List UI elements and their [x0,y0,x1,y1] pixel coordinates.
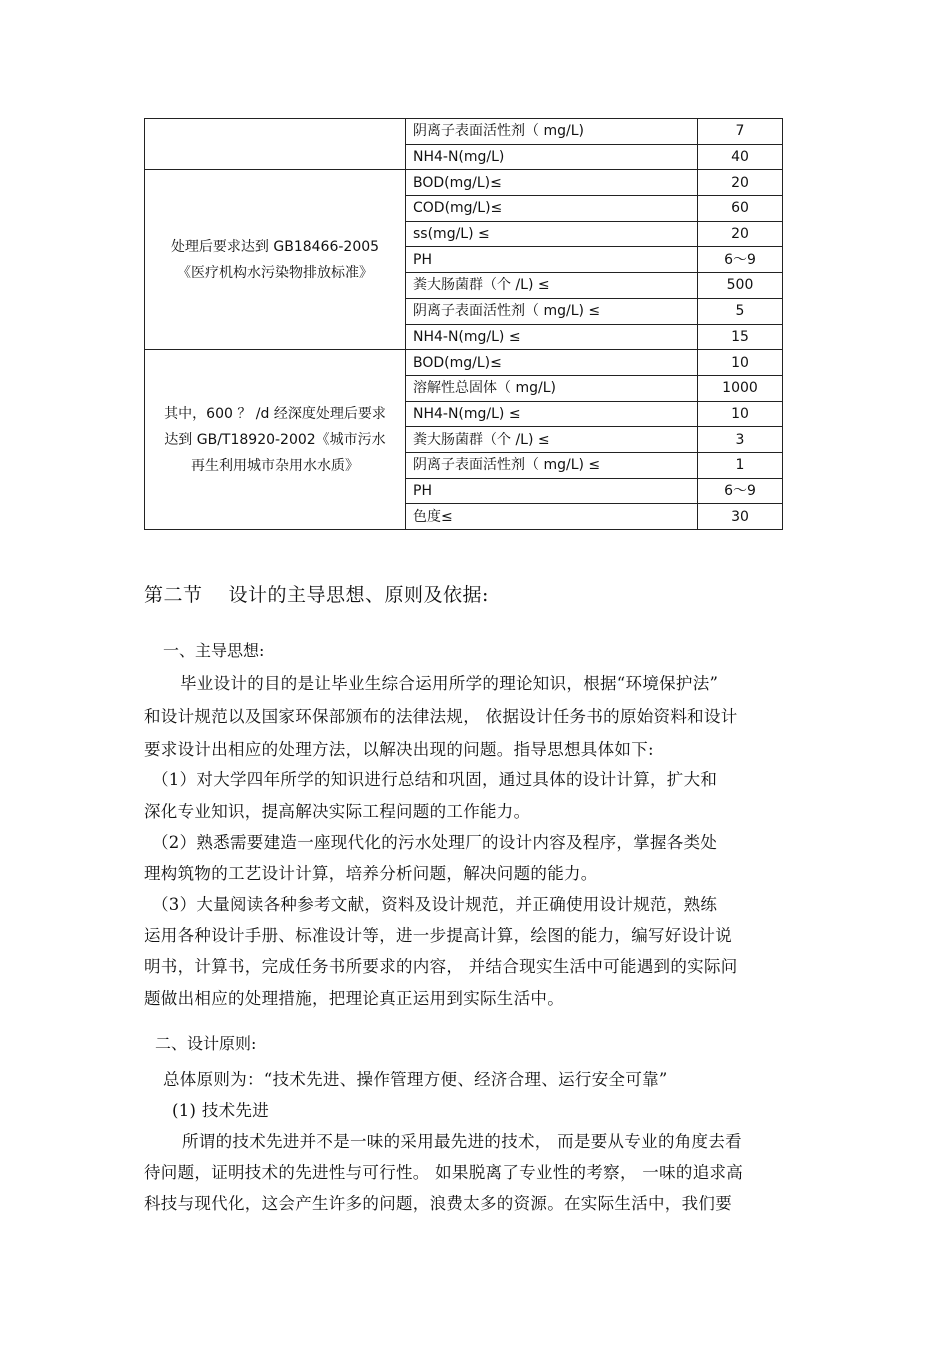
value-cell: 500 [698,273,783,299]
value-cell: 60 [698,196,783,222]
paragraph-line: 明书，计算书，完成任务书所要求的内容， 并结合现实生活中可能遇到的实际问 [144,957,738,976]
category-line: 再生利用城市杂用水水质》 [191,457,359,474]
item-cell: NH4-N(mg/L) [406,144,698,170]
value-cell: 20 [698,221,783,247]
item-cell: 阴离子表面活性剂（ mg/L) ≤ [406,452,698,478]
paragraph-line: 题做出相应的处理措施，把理论真正运用到实际生活中。 [144,989,564,1008]
part2-heading: 二、设计原则: [155,1034,257,1053]
paragraph-line: 和设计规范以及国家环保部颁布的法律法规， 依据设计任务书的原始资料和设计 [144,707,738,726]
part1-heading: 一、主导思想: [163,641,265,660]
value-cell: 1 [698,452,783,478]
paragraph-line: 理构筑物的工艺设计计算，培养分析问题，解决问题的能力。 [144,864,598,883]
category-cell-blank [145,119,406,170]
value-cell: 30 [698,504,783,530]
item-cell: BOD(mg/L)≤ [406,350,698,376]
value-cell: 3 [698,427,783,453]
item-cell: COD(mg/L)≤ [406,196,698,222]
table-row [145,119,783,145]
category-line: 达到 GB/T18920-2002《城市污水 [164,431,386,448]
value-cell: 5 [698,298,783,324]
value-cell: 15 [698,324,783,350]
item-cell: ss(mg/L) ≤ [406,221,698,247]
paragraph-line: 所谓的技术先进并不是一味的采用最先进的技术， 而是要从专业的角度去看 [182,1132,742,1151]
paragraph-line: 运用各种设计手册、标准设计等，进一步提高计算，绘图的能力，编写好设计说 [144,926,732,945]
sub-heading: (1) 技术先进 [172,1101,270,1120]
item-cell: BOD(mg/L)≤ [406,170,698,196]
value-cell: 6～9 [698,247,783,273]
item-cell: 粪大肠菌群（个 /L) ≤ [406,273,698,299]
paragraph-line: 要求设计出相应的处理方法，以解决出现的问题。指导思想具体如下: [144,740,654,759]
table-row [145,350,783,376]
value-cell: 20 [698,170,783,196]
principle-line: 总体原则为：“技术先进、操作管理方便、经济合理、运行安全可靠” [163,1070,668,1089]
paragraph-line: （1）对大学四年所学的知识进行总结和巩固，通过具体的设计计算，扩大和 [152,770,718,789]
item-cell: PH [406,478,698,504]
section-title: 设计的主导思想、原则及依据: [228,584,489,606]
paragraph-line: （2）熟悉需要建造一座现代化的污水处理厂的设计内容及程序，掌握各类处 [152,833,718,852]
category-cell-reuse [145,350,406,530]
category-line: 《医疗机构水污染物排放标准》 [177,264,373,281]
item-cell: PH [406,247,698,273]
item-cell: 粪大肠菌群（个 /L) ≤ [406,427,698,453]
section-heading [144,580,489,607]
paragraph-line: （3）大量阅读各种参考文献，资料及设计规范，并正确使用设计规范，熟练 [152,895,718,914]
section-number: 第二节 [144,584,203,606]
item-cell: 阴离子表面活性剂（ mg/L) ≤ [406,298,698,324]
paragraph-line: 科技与现代化，这会产生许多的问题，浪费太多的资源。在实际生活中，我们要 [144,1194,732,1213]
category-line: 处理后要求达到 GB18466-2005 [170,238,380,255]
paragraph-line: 毕业设计的目的是让毕业生综合运用所学的理论知识，根据“环境保护法” [180,674,719,693]
category-cell-medical [145,170,406,350]
item-cell: NH4-N(mg/L) ≤ [406,401,698,427]
paragraph-line: 待问题，证明技术的先进性与可行性。 如果脱离了专业性的考察， 一味的追求高 [144,1163,744,1182]
item-cell: 溶解性总固体（ mg/L) [406,375,698,401]
table-row [145,170,783,196]
value-cell: 1000 [698,375,783,401]
item-cell: 色度≤ [406,504,698,530]
value-cell: 10 [698,350,783,376]
value-cell: 10 [698,401,783,427]
category-line: 其中，600 ？ /d 经深度处理后要求 [164,405,386,422]
item-cell: 阴离子表面活性剂（ mg/L) [406,119,698,145]
discharge-standard-table [144,118,783,530]
item-cell: NH4-N(mg/L) ≤ [406,324,698,350]
paragraph-line: 深化专业知识，提高解决实际工程问题的工作能力。 [144,802,531,821]
value-cell: 6～9 [698,478,783,504]
value-cell: 40 [698,144,783,170]
value-cell: 7 [698,119,783,145]
